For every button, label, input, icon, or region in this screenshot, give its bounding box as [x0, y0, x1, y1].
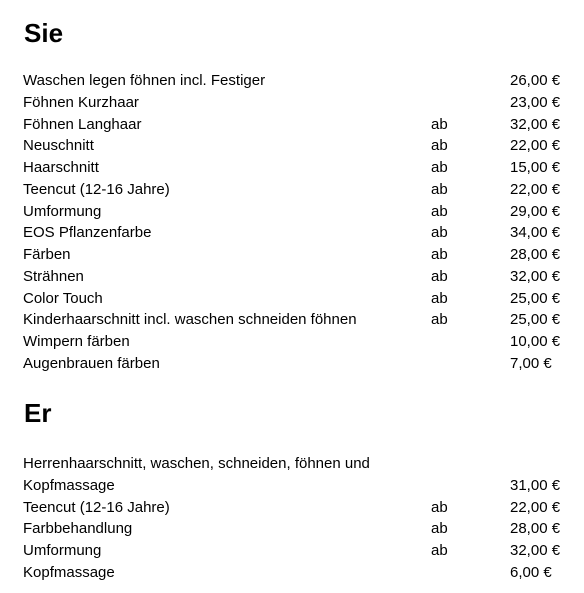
- price-list-sie: [23, 70, 568, 375]
- price-prefix: ab: [431, 542, 448, 559]
- service-name: Kopfmassage: [23, 563, 115, 581]
- price-prefix: ab: [431, 246, 448, 263]
- price-prefix: ab: [431, 289, 448, 307]
- service-price: 22,00 €: [510, 137, 561, 155]
- service-name: Color Touch: [23, 289, 103, 307]
- service-name: Teencut (12-16 Jahre): [23, 180, 170, 198]
- price-prefix: ab: [431, 311, 448, 329]
- price-row: [23, 135, 568, 157]
- service-price: 34,00 €: [510, 224, 561, 242]
- price-row: [23, 201, 568, 223]
- service-price: 10,00 €: [510, 333, 561, 350]
- service-name: Kinderhaarschnitt incl. waschen schneiden föhnen: [23, 311, 357, 329]
- service-price: 6,00 €: [510, 563, 552, 581]
- section-title-sie: Sie: [24, 18, 64, 48]
- price-list-er: [23, 453, 568, 584]
- price-row: [23, 222, 568, 244]
- service-price: 22,00 €: [510, 498, 561, 516]
- price-row: [23, 309, 568, 331]
- service-name: Strähnen: [23, 267, 84, 285]
- price-prefix: ab: [431, 498, 448, 516]
- service-price: 26,00 €: [510, 72, 561, 89]
- service-price: 29,00 €: [510, 202, 561, 220]
- service-name: Herrenhaarschnitt, waschen, schneiden, föhnen und Kopfmassage: [23, 455, 370, 494]
- price-row: [23, 92, 568, 114]
- price-prefix: ab: [431, 267, 448, 285]
- service-name: Föhnen Kurzhaar: [23, 93, 139, 111]
- price-row: [23, 244, 568, 266]
- service-price: 32,00 €: [510, 542, 561, 559]
- price-prefix: ab: [431, 137, 448, 155]
- service-name: EOS Pflanzenfarbe: [23, 224, 152, 242]
- price-row: [23, 179, 568, 201]
- price-row: [23, 70, 568, 92]
- service-price: 25,00 €: [510, 289, 561, 307]
- service-name: Augenbrauen färben: [23, 354, 160, 372]
- service-name: Waschen legen föhnen incl. Festiger: [23, 72, 266, 89]
- service-name: Umformung: [23, 542, 102, 559]
- price-row: [23, 266, 568, 288]
- service-name: Neuschnitt: [23, 137, 94, 155]
- service-price: 7,00 €: [510, 354, 552, 372]
- service-name: Färben: [23, 246, 71, 263]
- service-price: 31,00 €: [510, 476, 561, 494]
- price-prefix: ab: [431, 180, 448, 198]
- service-price: 15,00 €: [510, 159, 561, 176]
- service-price: 23,00 €: [510, 93, 561, 111]
- price-row: [23, 157, 568, 179]
- service-name: Umformung: [23, 202, 102, 220]
- price-row: [23, 353, 568, 375]
- service-name: Wimpern färben: [23, 333, 130, 350]
- price-row: [23, 518, 568, 540]
- service-price: 28,00 €: [510, 246, 561, 263]
- service-name: Teencut (12-16 Jahre): [23, 498, 170, 516]
- price-row: [23, 453, 568, 497]
- price-prefix: ab: [431, 520, 448, 538]
- price-prefix: ab: [431, 224, 448, 242]
- price-prefix: ab: [431, 115, 448, 133]
- price-row: [23, 540, 568, 562]
- service-name: Haarschnitt: [23, 159, 99, 176]
- service-name: Farbbehandlung: [23, 520, 133, 538]
- service-price: 22,00 €: [510, 180, 561, 198]
- price-row: [23, 497, 568, 519]
- service-price: 32,00 €: [510, 115, 561, 133]
- service-price: 28,00 €: [510, 520, 561, 538]
- price-row: [23, 114, 568, 136]
- price-row: [23, 562, 568, 584]
- price-row: [23, 288, 568, 310]
- section-title-er: Er: [24, 398, 52, 428]
- service-name: Föhnen Langhaar: [23, 115, 142, 133]
- price-prefix: ab: [431, 159, 448, 176]
- service-price: 32,00 €: [510, 267, 561, 285]
- price-prefix: ab: [431, 202, 448, 220]
- price-row: [23, 331, 568, 353]
- service-price: 25,00 €: [510, 311, 561, 329]
